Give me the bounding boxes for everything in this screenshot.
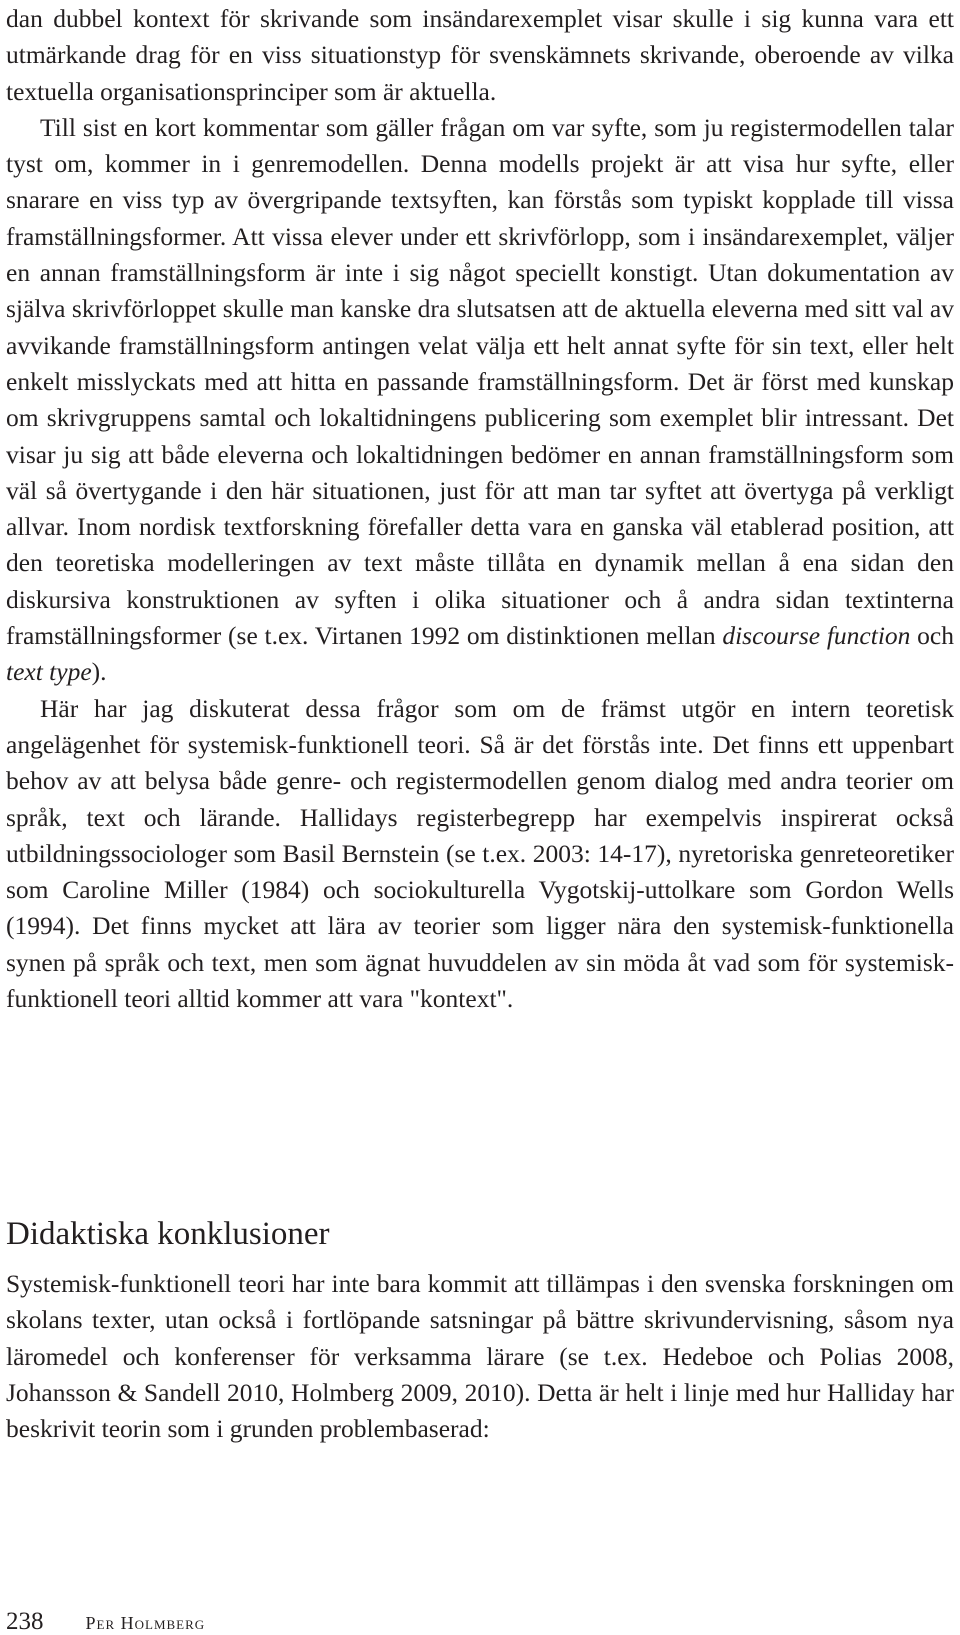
paragraph-2-text: Till sist en kort kommentar som gäller frågan om var syfte, som ju registermodellen talar tyst om, kommer in i genremodellen. Denna modells projekt är att visa hur syfte, eller snarare en viss typ av övergripande textsyften, kan förstås som typiskt kopplade till vissa framställningsformer. Att vissa elever under ett skrivförlopp, som i insändarexemplet, väljer en annan framställningsform är inte i sig något speciellt konstigt. Utan dokumentation av själva skrivförloppet skulle man kanske dra slutsatsen att de aktuella eleverna med sitt val av avvikande framställningsform antingen velat välja ett helt annat syfte för sin text, eller helt enkelt misslyckats med att hitta en passande framställningsform. Det är först med kunskap om skrivgruppens samtal och lokaltidningens publicering som exemplet blir intressant. Det visar ju sig att både eleverna och lokaltidningen bedömer en annan framställningsform som väl så övertygande i den här situationen, just för att man tar syftet att övertyga på verkligt allvar. Inom nordisk textforskning förefaller detta vara en ganska väl etablerad position, att den teoretiska modelleringen av text måste tillåta en dynamik mellan å ena sidan den diskursiva konstruktionen av syften i olika situationer och å andra sidan textinterna framställningsformer (se t.ex. Virtanen 1992 om distinktionen mellan (6, 112, 954, 651)
main-text (6, 0, 954, 1017)
paragraph-1 (6, 0, 954, 110)
paragraph-2 (6, 110, 954, 691)
paragraph-3 (6, 691, 954, 1018)
page-footer (6, 1610, 205, 1635)
paragraph-2-close: ). (91, 657, 107, 687)
section-body (6, 1266, 954, 1447)
running-author: Per Holmberg (85, 1613, 206, 1633)
italic-term-discourse-function: discourse function (722, 621, 911, 651)
paragraph-1-text: dan dubbel kontext för skrivande som insändarexemplet visar skulle i sig kunna vara ett utmärkande drag för en viss situationstyp för svenskämnets skrivande, oberoende av vilka textuella organisationsprinciper som är aktuella. (6, 4, 954, 106)
italic-term-text-type: text type (6, 657, 92, 687)
section-heading: Didaktiska konklusioner (6, 1216, 330, 1252)
paragraph-3-text: Här har jag diskuterat dessa frågor som om de främst utgör en intern teoretisk angelägenhet för systemisk-funktionell teori. Så är det förstås inte. Det finns ett uppenbart behov av att belysa både genre- och registermodellen genom dialog med andra teorier om språk, text och lärande. Hallidays registerbegrepp har exempelvis inspirerat också utbildningssociologer som Basil Bernstein (se t.ex. 2003: 14-17), nyretoriska genreteoretiker som Caroline Miller (1984) och sociokulturella Vygotskij-uttolkare som Gordon Wells (1994). Det finns mycket att lära av teorier som ligger nära den systemisk-funktionella synen på språk och text, men som ägnat huvuddelen av sin möda åt vad som för systemisk-funktionell teori alltid kommer att vara "kontext". (6, 693, 954, 1014)
section-paragraph: Systemisk-funktionell teori har inte bara kommit att tillämpas i den svenska forskningen om skolans texter, utan också i fortlöpande satsningar på bättre skrivundervisning, såsom nya läromedel och konferenser för verksamma lärare (se t.ex. Hedeboe och Polias 2008, Johansson & Sandell 2010, Holmberg 2009, 2010). Detta är helt i linje med hur Halliday har beskrivit teorin som i grunden problembaserad: (6, 1269, 954, 1444)
page-number: 238 (6, 1608, 44, 1635)
paragraph-2-connector: och (910, 621, 954, 651)
